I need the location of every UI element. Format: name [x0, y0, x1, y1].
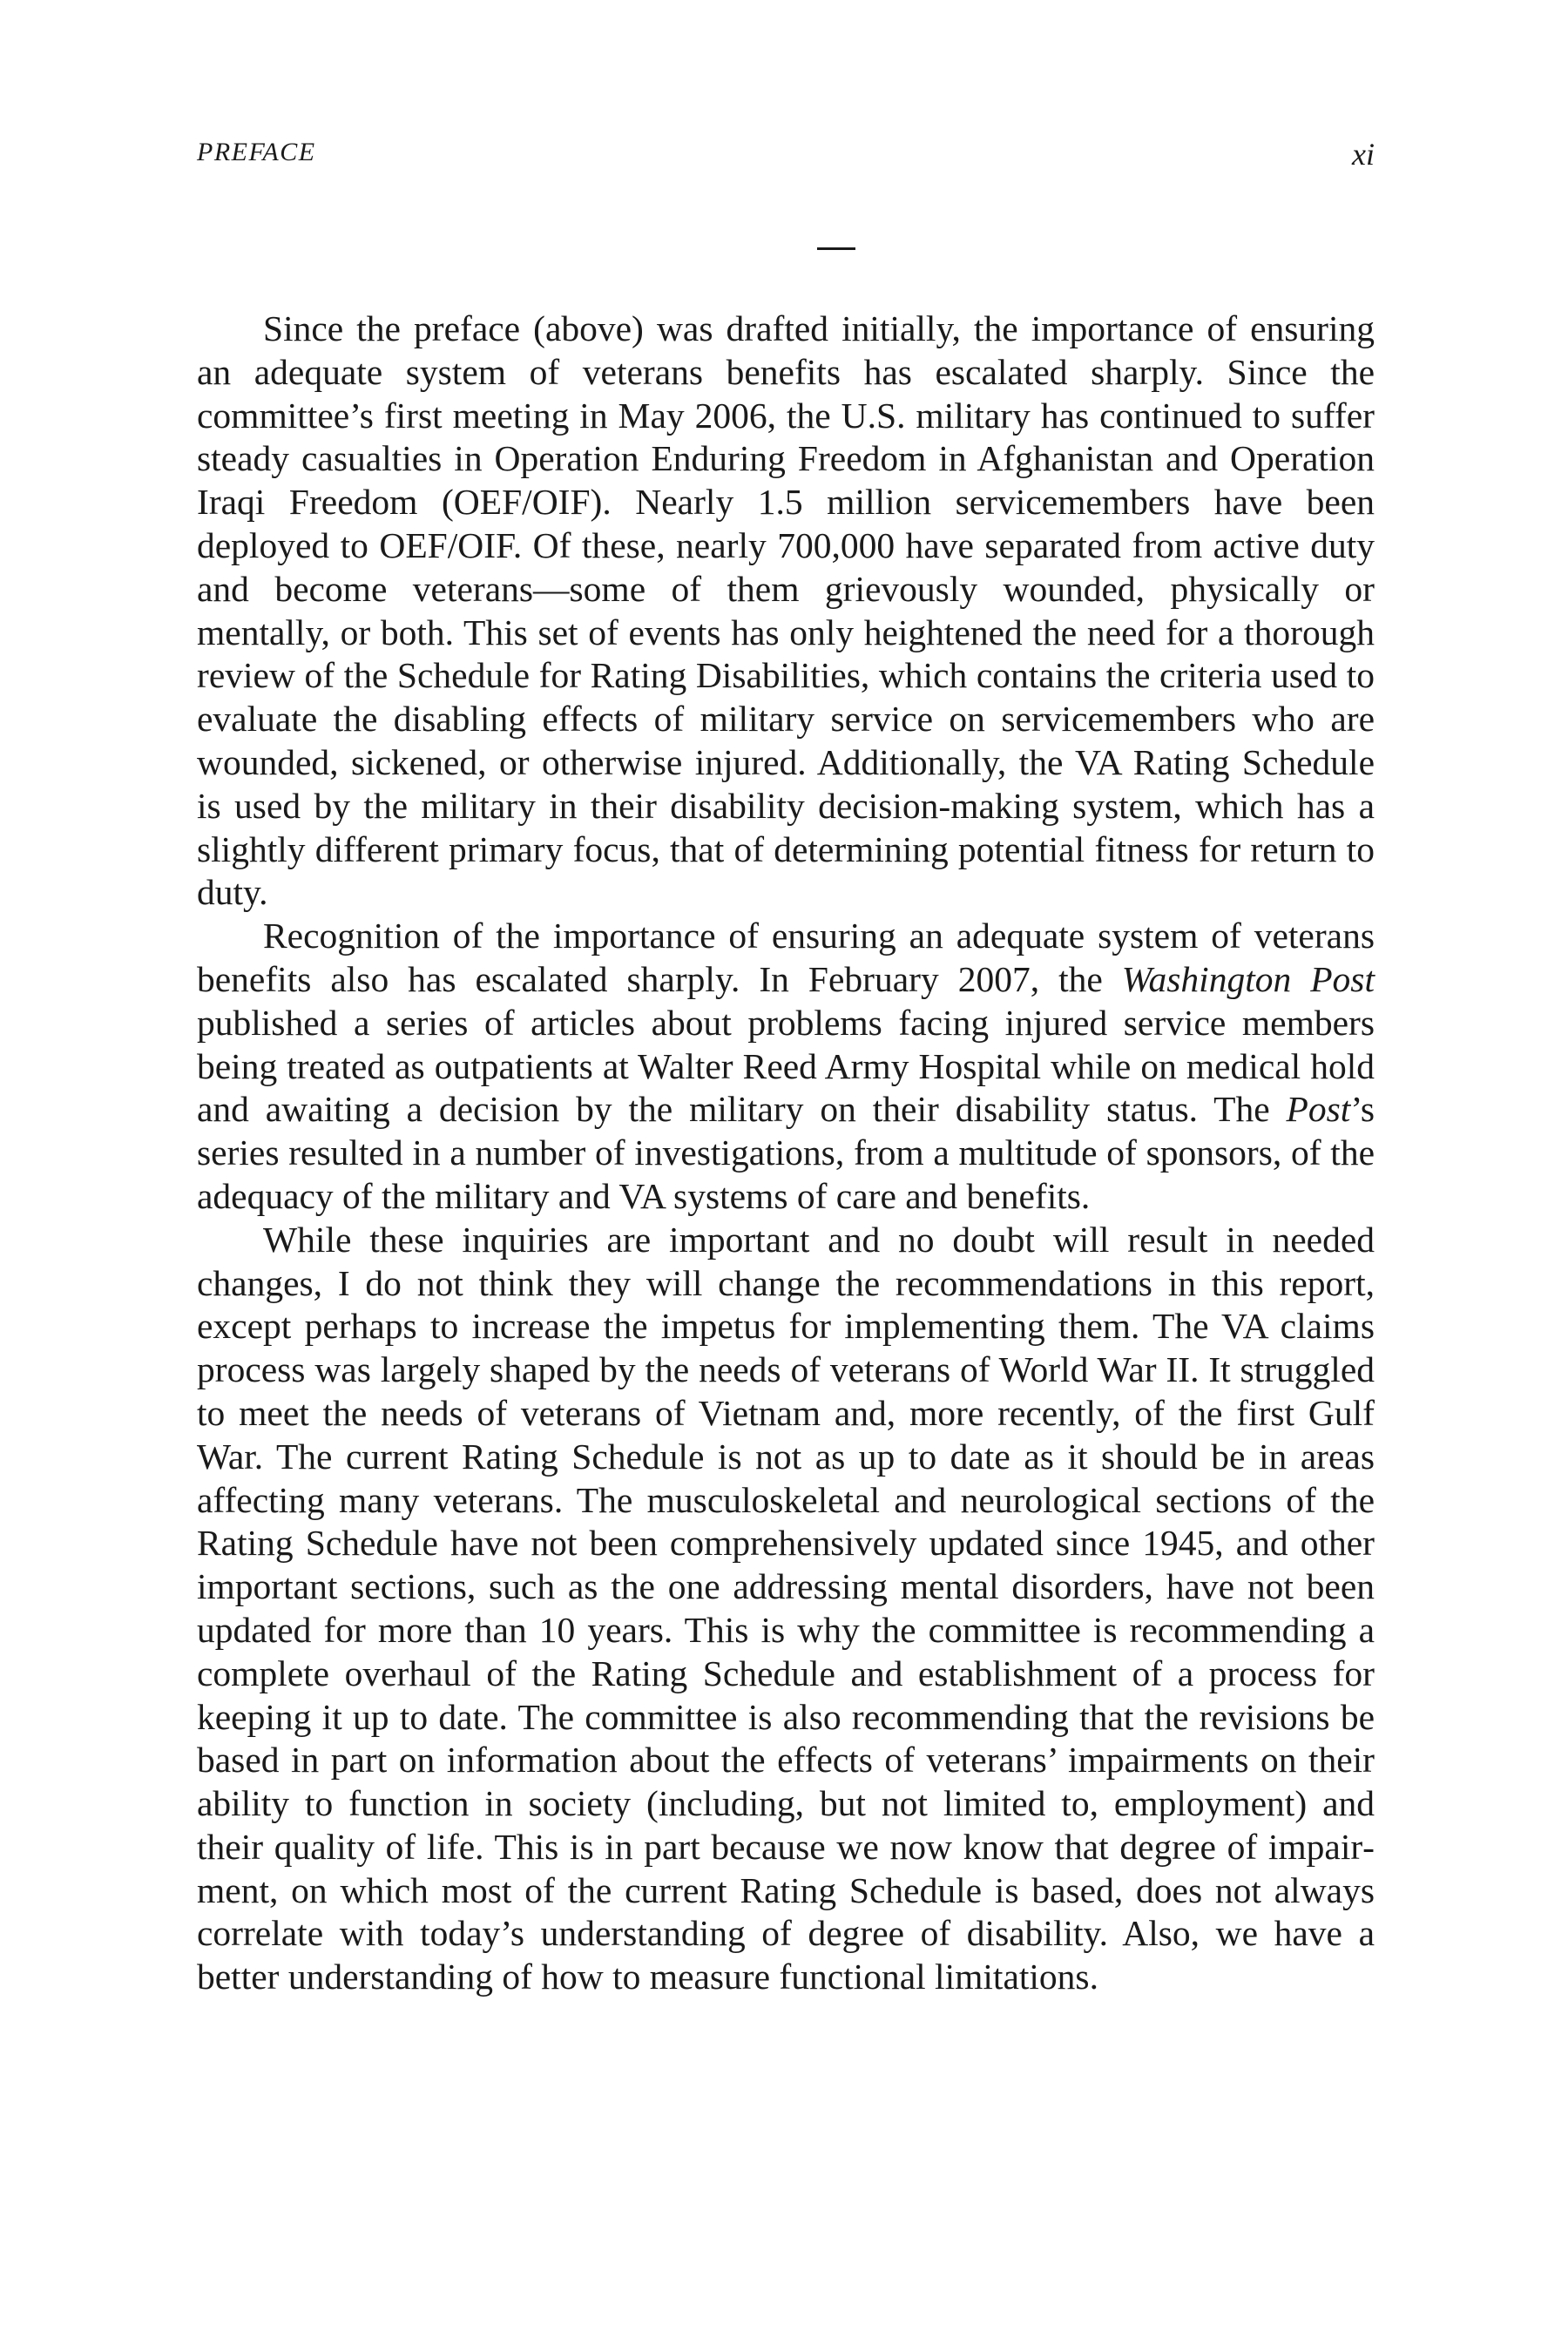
paragraph-1: Since the preface (above) was drafted initially, the importance of ensuring an adequate system of veterans benefits has escalated sharply. Since the committee’s first meeting in May 2006, the U.S. military has continued to suffer steady casualties in Operation Enduring Freedom in Afghanistan and Operation Iraqi Freedom (OEF/OIF). Nearly 1.5 million servicemembers have been deployed to OEF/OIF. Of these, nearly 700,000 have separated from active duty and become veterans—some of them grievously wounded, physically or mentally, or both. This set of events has only heightened the need for a thorough review of the Schedule for Rating Disabilities, which contains the criteria used to evaluate the disabling effects of military service on servicemembers who are wounded, sickened, or otherwise injured. Additionally, the VA Rating Schedule is used by the military in their disability decision-making system, which has a slightly different primary focus, that of determining potential fitness for return to duty. — [197, 308, 1375, 913]
running-head: PREFACE — [197, 138, 316, 166]
paragraph-2 — [197, 915, 1375, 1219]
newspaper-short-title: Post — [1286, 1089, 1351, 1130]
paragraph-2-text-b: published a series of articles about problems facing injured service members being treated as outpatients at Walter Reed Army Hospital while on medical hold and awaiting a decision by the military on their disability status. The — [197, 1002, 1375, 1130]
page-number: xi — [1352, 137, 1375, 172]
paragraph-2-text-c: ’s series resulted in a number of investigations, from a multitude of sponsors, of the adequacy of the military and VA systems of care and benefits. — [197, 1089, 1375, 1216]
paragraph-2-text-a: Recognition of the importance of ensuring an adequate system of veterans benefits also has escalated sharply. In February 2007, the — [197, 916, 1375, 999]
paragraph-3: While these inquiries are important and no doubt will result in needed changes, I do not think they will change the recommendations in this report, except perhaps to increase the impetus for implementing them. The VA claims process was largely shaped by the needs of veterans of World War II. It struggled to meet the needs of veterans of Vietnam and, more recently, of the first Gulf War. The current Rating Schedule is not as up to date as it should be in areas affecting many veterans. The musculoskeletal and neurological sections of the Rating Schedule have not been comprehensively updated since 1945, and other important sections, such as the one addressing mental disorders, have not been updated for more than 10 years. This is why the committee is recommending a complete overhaul of the Rating Schedule and establishment of a process for keeping it up to date. The committee is also recommending that the revisions be based in part on information about the effects of veterans’ impairments on their ability to function in society (including, but not limited to, employment) and their quality of life. This is in part because we now know that degree of impairment, on which most of the current Rating Schedule is based, does not always correlate with today’s understanding of degree of disability. Also, we have a better understanding of how to measure functional limitations. — [197, 1219, 1375, 1997]
newspaper-title: Washington Post — [1121, 958, 1375, 999]
section-divider-rule — [817, 247, 855, 250]
preface-body — [197, 308, 1375, 1999]
